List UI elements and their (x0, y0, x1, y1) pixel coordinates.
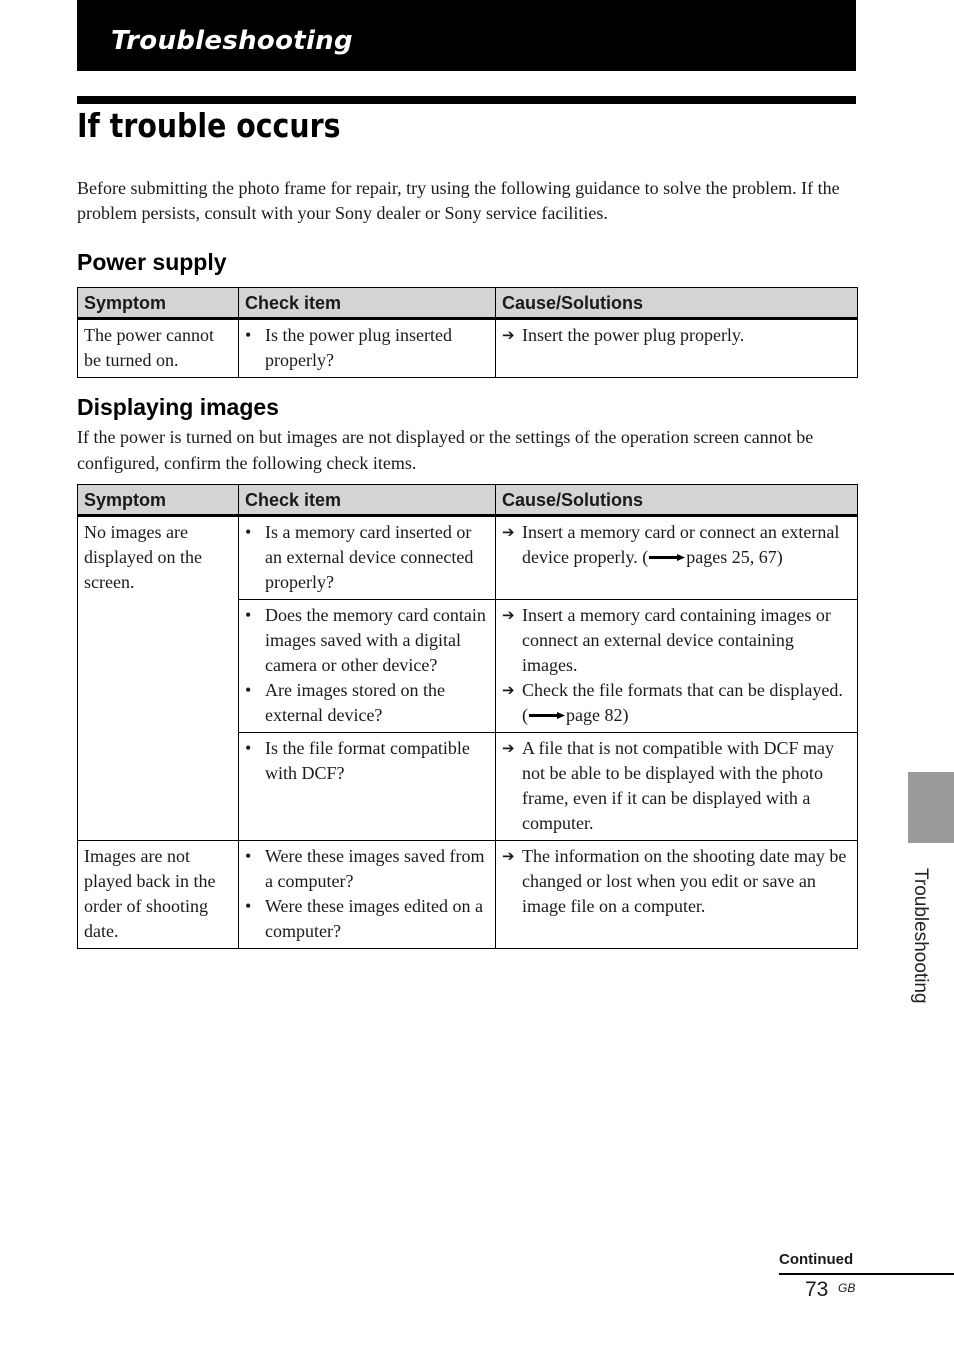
solution-item: ➔ Insert the power plug properly. (502, 323, 851, 348)
power-supply-heading: Power supply (77, 249, 227, 275)
bullet: • (245, 846, 252, 866)
displaying-images-intro: If the power is turned on but images are not displayed or the settings of the operation screen cannot be configured, confirm the following check items. (77, 427, 814, 473)
displaying-images-table (77, 484, 858, 949)
displaying-images-heading: Displaying images (77, 394, 279, 420)
symptom-cell: The power cannot be turned on. (78, 319, 239, 378)
table-header-row (78, 485, 858, 516)
table-row (78, 516, 858, 600)
page-title: If trouble occurs (77, 106, 341, 145)
table-row (78, 841, 858, 949)
arrow-icon: ➔ (502, 606, 515, 624)
table-header-row (78, 288, 858, 319)
solution-cell (496, 319, 858, 378)
check-item: • Does the memory card contain images saved with a digital camera or other device? (245, 605, 486, 675)
arrow-icon: ➔ (502, 681, 515, 699)
side-tab-label: Troubleshooting (910, 868, 931, 1004)
column-header-check-item: Check item (239, 485, 496, 516)
solution-cell (496, 516, 858, 600)
footer-rule (779, 1273, 954, 1275)
page-language-suffix: GB (838, 1281, 856, 1295)
check-item-cell (239, 319, 496, 378)
section-banner-title: Troubleshooting (111, 26, 353, 56)
bullet: • (245, 522, 252, 542)
solution-item: ➔ Insert a memory card or connect an external device properly. ( pages 25, 67) (502, 522, 840, 567)
solution-item: ➔ The information on the shooting date may be changed or lost when you edit or save an image file on a computer. (502, 846, 847, 916)
arrow-icon: ➔ (502, 739, 515, 757)
power-supply-table (77, 287, 858, 378)
arrow-icon: ➔ (502, 326, 515, 344)
check-item: • Is the file format compatible with DCF? (245, 738, 470, 783)
column-header-cause-solutions: Cause/Solutions (496, 485, 858, 516)
column-header-symptom: Symptom (78, 288, 239, 319)
solution-cell (496, 841, 858, 949)
solution-item: ➔ Insert a memory card containing images or connect an external device containing images. (502, 605, 831, 675)
check-item: • Is a memory card inserted or an external device connected properly? (245, 522, 474, 592)
check-item-cell (239, 841, 496, 949)
bullet: • (245, 605, 252, 625)
column-header-symptom: Symptom (78, 485, 239, 516)
symptom-cell: Images are not played back in the order of shooting date. (78, 841, 239, 949)
column-header-cause-solutions: Cause/Solutions (496, 288, 858, 319)
solution-cell (496, 600, 858, 733)
page-reference-icon (648, 550, 686, 562)
bullet: • (245, 325, 252, 345)
solution-item: ➔ A file that is not compatible with DCF may not be able to be displayed with the photo frame, even if it can be displayed with a computer. (502, 738, 834, 833)
arrow-icon: ➔ (502, 847, 515, 865)
check-item: • Are images stored on the external device? (245, 680, 445, 725)
continued-label: Continued (779, 1251, 854, 1268)
check-item-cell (239, 600, 496, 733)
bullet: • (245, 680, 252, 700)
bullet: • (245, 896, 252, 916)
page-reference-icon (528, 708, 566, 720)
bullet: • (245, 738, 252, 758)
solution-item: ➔ Check the file formats that can be displayed. ( page 82) (502, 680, 843, 725)
title-rule (77, 96, 856, 104)
intro-paragraph: Before submitting the photo frame for repair, try using the following guidance to solve the problem. If the problem persists, consult with your Sony dealer or Sony service facilities. (77, 178, 840, 223)
column-header-check-item: Check item (239, 288, 496, 319)
solution-cell (496, 733, 858, 841)
check-item: • Is the power plug inserted properly? (245, 325, 452, 370)
symptom-cell: No images are displayed on the screen. (78, 516, 239, 841)
table-row (78, 319, 858, 378)
check-item-cell (239, 733, 496, 841)
side-tab-marker (908, 772, 954, 843)
page-number: 73 (805, 1278, 829, 1301)
section-banner (77, 0, 856, 71)
check-item: • Were these images saved from a computer? (245, 846, 485, 891)
arrow-icon: ➔ (502, 523, 515, 541)
check-item: • Were these images edited on a computer? (245, 896, 483, 941)
check-item-cell (239, 516, 496, 600)
